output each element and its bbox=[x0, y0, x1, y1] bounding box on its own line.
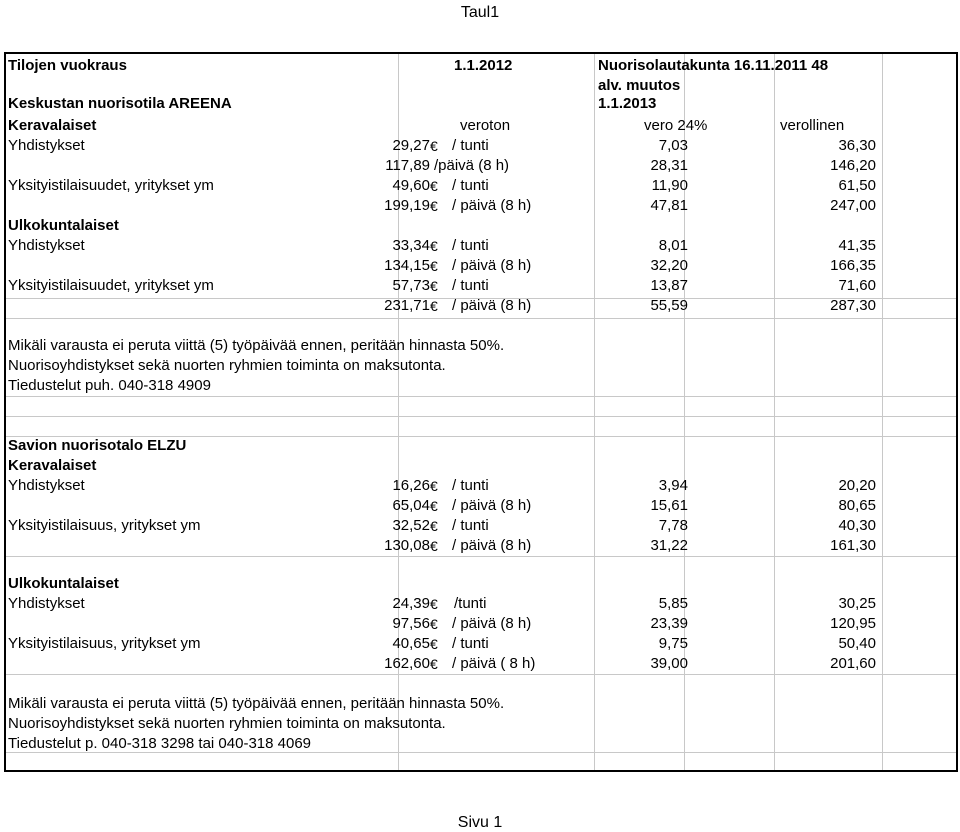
euro-icon: € bbox=[430, 518, 438, 534]
euro-icon: € bbox=[430, 538, 438, 554]
price-row bbox=[6, 516, 956, 536]
price-row bbox=[6, 236, 956, 256]
price-row bbox=[6, 536, 956, 556]
price-unit: /päivä (8 h) bbox=[434, 157, 510, 174]
sheet-title-row bbox=[6, 56, 956, 76]
price-vero: 31,22 bbox=[650, 537, 688, 554]
price-vero: 47,81 bbox=[650, 197, 688, 214]
price-vero: 9,75 bbox=[658, 635, 688, 652]
price-unit: / tunti bbox=[452, 477, 489, 494]
euro-icon: € bbox=[430, 178, 438, 194]
price-sheet bbox=[4, 52, 958, 772]
price-unit: / päivä (8 h) bbox=[452, 257, 532, 274]
price-verollinen: 71,60 bbox=[838, 277, 876, 294]
price-unit: / päivä (8 h) bbox=[452, 297, 532, 314]
euro-icon: € bbox=[430, 596, 438, 612]
note-row bbox=[6, 376, 956, 396]
price-unit: / päivä (8 h) bbox=[452, 537, 532, 554]
price-verollinen: 36,30 bbox=[838, 137, 876, 154]
row-label: Yksityistilaisuus, yritykset ym bbox=[8, 517, 201, 534]
price-vero: 7,78 bbox=[658, 517, 688, 534]
price-veroton: 49,60 bbox=[392, 177, 430, 194]
vat-change-date: 1.1.2013 bbox=[598, 95, 657, 112]
group-title-local: Keravalaiset bbox=[8, 457, 97, 474]
price-veroton: 32,52 bbox=[392, 517, 430, 534]
column-header-vero: vero 24% bbox=[644, 117, 708, 134]
free-of-charge-note: Nuorisoyhdistykset sekä nuorten ryhmien toiminta on maksutonta. bbox=[8, 715, 446, 732]
price-row bbox=[6, 156, 956, 176]
cancellation-note: Mikäli varausta ei peruta viittä (5) työpäivää ennen, peritään hinnasta 50%. bbox=[8, 695, 505, 712]
note-row bbox=[6, 356, 956, 376]
price-vero: 28,31 bbox=[650, 157, 688, 174]
price-row bbox=[6, 196, 956, 216]
note-row bbox=[6, 336, 956, 356]
group-title-row bbox=[6, 216, 956, 236]
price-row bbox=[6, 136, 956, 156]
euro-icon: € bbox=[430, 138, 438, 154]
group-title-outside: Ulkokuntalaiset bbox=[8, 575, 119, 592]
page-header: Taul1 bbox=[460, 4, 500, 21]
euro-icon: € bbox=[430, 238, 438, 254]
price-vero: 11,90 bbox=[651, 177, 688, 194]
note-row bbox=[6, 714, 956, 734]
group-title-row bbox=[6, 456, 956, 476]
price-veroton: 24,39 bbox=[392, 595, 430, 612]
price-vero: 7,03 bbox=[658, 137, 688, 154]
price-unit: / tunti bbox=[452, 137, 489, 154]
price-row bbox=[6, 476, 956, 496]
grid-row-line bbox=[6, 318, 956, 319]
euro-icon: € bbox=[430, 278, 438, 294]
price-unit: / päivä ( 8 h) bbox=[452, 655, 536, 672]
price-veroton: 130,08 bbox=[384, 537, 430, 554]
price-vero: 3,94 bbox=[658, 477, 688, 494]
column-header-row bbox=[6, 116, 956, 136]
price-veroton: 97,56 bbox=[392, 615, 430, 632]
grid-row-line bbox=[6, 674, 956, 675]
row-label: Yksityistilaisuudet, yritykset ym bbox=[8, 277, 214, 294]
price-veroton: 231,71 bbox=[384, 297, 430, 314]
price-veroton: 16,26 bbox=[392, 477, 430, 494]
price-verollinen: 41,35 bbox=[838, 237, 876, 254]
price-veroton: 40,65 bbox=[392, 635, 430, 652]
price-row bbox=[6, 614, 956, 634]
vat-change-row bbox=[6, 76, 956, 96]
price-verollinen: 20,20 bbox=[838, 477, 876, 494]
price-verollinen: 247,00 bbox=[830, 197, 876, 214]
contact-note: Tiedustelut p. 040-318 3298 tai 040-318 4069 bbox=[8, 735, 312, 752]
price-unit: / tunti bbox=[452, 177, 489, 194]
price-verollinen: 287,30 bbox=[830, 297, 876, 314]
group-title-outside: Ulkokuntalaiset bbox=[8, 217, 119, 234]
price-unit: / päivä (8 h) bbox=[452, 497, 532, 514]
section-title-row bbox=[6, 436, 956, 456]
price-row bbox=[6, 296, 956, 316]
euro-icon: € bbox=[430, 616, 438, 632]
row-label: Yhdistykset bbox=[8, 137, 85, 154]
note-row bbox=[6, 734, 956, 754]
price-vero: 39,00 bbox=[650, 655, 688, 672]
contact-note: Tiedustelut puh. 040-318 4909 bbox=[8, 377, 211, 394]
price-row bbox=[6, 634, 956, 654]
board-decision: Nuorisolautakunta 16.11.2011 48 bbox=[598, 57, 829, 74]
euro-icon: € bbox=[430, 198, 438, 214]
cancellation-note: Mikäli varausta ei peruta viittä (5) työpäivää ennen, peritään hinnasta 50%. bbox=[8, 337, 505, 354]
note-row bbox=[6, 694, 956, 714]
price-veroton: 162,60 bbox=[384, 655, 430, 672]
grid-row-line bbox=[6, 556, 956, 557]
price-unit: / tunti bbox=[452, 635, 489, 652]
price-row bbox=[6, 256, 956, 276]
row-label: Yhdistykset bbox=[8, 477, 85, 494]
price-row bbox=[6, 594, 956, 614]
grid-row-line bbox=[6, 416, 956, 417]
row-label: Yhdistykset bbox=[8, 237, 85, 254]
row-label: Yksityistilaisuudet, yritykset ym bbox=[8, 177, 214, 194]
price-unit: / tunti bbox=[452, 517, 489, 534]
row-label: Yksityistilaisuus, yritykset ym bbox=[8, 635, 201, 652]
price-veroton: 29,27 bbox=[392, 137, 430, 154]
page-footer: Sivu 1 bbox=[457, 814, 503, 831]
price-vero: 55,59 bbox=[650, 297, 688, 314]
euro-icon: € bbox=[430, 478, 438, 494]
price-vero: 13,87 bbox=[650, 277, 688, 294]
price-verollinen: 40,30 bbox=[838, 517, 876, 534]
price-unit: / tunti bbox=[452, 237, 489, 254]
price-vero: 8,01 bbox=[658, 237, 688, 254]
price-veroton: 117,89 bbox=[385, 157, 430, 174]
column-header-veroton: veroton bbox=[460, 117, 511, 134]
price-row bbox=[6, 276, 956, 296]
price-vero: 15,61 bbox=[650, 497, 688, 514]
euro-icon: € bbox=[430, 656, 438, 672]
row-label: Yhdistykset bbox=[8, 595, 85, 612]
price-verollinen: 50,40 bbox=[838, 635, 876, 652]
price-row bbox=[6, 496, 956, 516]
price-verollinen: 161,30 bbox=[830, 537, 876, 554]
venue-title: Keskustan nuorisotila AREENA bbox=[8, 95, 232, 112]
price-verollinen: 61,50 bbox=[838, 177, 876, 194]
price-unit: / tunti bbox=[452, 277, 489, 294]
price-verollinen: 80,65 bbox=[838, 497, 876, 514]
sheet-title: Tilojen vuokraus bbox=[8, 57, 127, 74]
price-vero: 32,20 bbox=[650, 257, 688, 274]
free-of-charge-note: Nuorisoyhdistykset sekä nuorten ryhmien toiminta on maksutonta. bbox=[8, 357, 446, 374]
price-row bbox=[6, 654, 956, 674]
section-title-elzu: Savion nuorisotalo ELZU bbox=[8, 437, 187, 454]
price-veroton: 57,73 bbox=[392, 277, 430, 294]
price-row bbox=[6, 176, 956, 196]
valid-from-date: 1.1.2012 bbox=[454, 57, 513, 74]
euro-icon: € bbox=[430, 636, 438, 652]
column-header-verollinen: verollinen bbox=[780, 117, 845, 134]
price-veroton: 33,34 bbox=[392, 237, 430, 254]
price-veroton: 199,19 bbox=[384, 197, 430, 214]
price-vero: 23,39 bbox=[650, 615, 688, 632]
group-title-row bbox=[6, 574, 956, 594]
price-verollinen: 120,95 bbox=[830, 615, 876, 632]
price-verollinen: 201,60 bbox=[830, 655, 876, 672]
price-verollinen: 146,20 bbox=[830, 157, 876, 174]
price-unit: / päivä (8 h) bbox=[452, 615, 532, 632]
group-title-local: Keravalaiset bbox=[8, 117, 97, 134]
euro-icon: € bbox=[430, 498, 438, 514]
price-verollinen: 166,35 bbox=[830, 257, 876, 274]
price-vero: 5,85 bbox=[658, 595, 688, 612]
euro-icon: € bbox=[430, 258, 438, 274]
euro-icon: € bbox=[430, 298, 438, 314]
price-unit: /tunti bbox=[454, 595, 487, 612]
venue-row bbox=[6, 94, 956, 114]
price-unit: / päivä (8 h) bbox=[452, 197, 532, 214]
price-veroton: 134,15 bbox=[384, 257, 430, 274]
vat-change-label: alv. muutos bbox=[598, 77, 681, 94]
grid-row-line bbox=[6, 396, 956, 397]
price-verollinen: 30,25 bbox=[838, 595, 876, 612]
price-veroton: 65,04 bbox=[392, 497, 430, 514]
